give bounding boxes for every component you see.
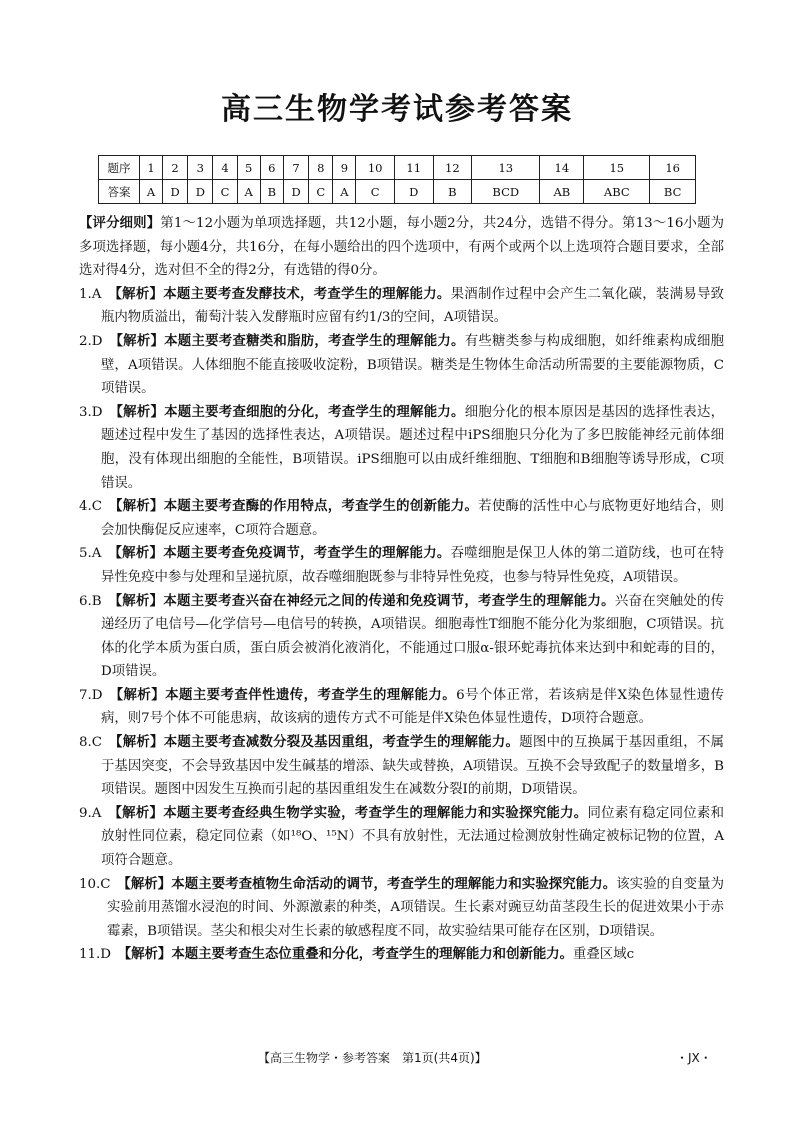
item-number: 6.B — [79, 593, 102, 609]
item-number: 3.D — [79, 404, 103, 420]
item-lead: 本题主要考查发酵技术，考查学生的理解能力。 — [163, 286, 451, 302]
question-answer: ABC — [584, 180, 650, 204]
page-title: 高三生物学考试参考答案 — [221, 92, 573, 127]
explanation-item — [79, 802, 724, 873]
scoring-label: 【评分细则】 — [79, 216, 161, 231]
question-answer: B — [433, 180, 472, 204]
question-answer: D — [162, 180, 187, 204]
analysis-tag: 【解析】 — [108, 593, 164, 609]
item-body: 重叠区域c — [573, 947, 635, 963]
item-number: 5.A — [79, 546, 102, 562]
question-number: 3 — [188, 156, 213, 180]
exam-code: ・JX・ — [676, 1051, 712, 1065]
item-body: 有些糖类参与构成细胞，如纤维素构成细胞壁，A项错误。人体细胞不能直接吸收淀粉，B项错误。糖类是生物体生命活动所需要的主要能源物质，C项错误。 — [101, 333, 725, 397]
item-lead: 本题主要考查酶的作用特点，考查学生的创新能力。 — [163, 499, 479, 515]
item-lead: 本题主要考查伴性遗传，考查学生的理解能力。 — [165, 687, 457, 703]
item-number: 9.A — [79, 805, 102, 821]
item-number: 1.A — [79, 286, 102, 302]
answer-explanations — [79, 283, 724, 967]
item-body: 该实验的自变量为实验前用蒸馏水浸泡的时间、外源激素的种类，A项错误。生长素对豌豆幼苗茎段生长的促进效果小于赤霉素，B项错误。茎尖和根尖对生长素的敏感程度不同，故实验结果可能存在区别，D项错误。 — [107, 876, 725, 939]
question-answer: BCD — [472, 180, 540, 204]
explanation-item — [79, 495, 724, 542]
analysis-tag: 【解析】 — [109, 404, 165, 420]
item-lead: 本题主要考查减数分裂及基因重组，考查学生的理解能力。 — [163, 735, 520, 751]
question-number: 14 — [540, 156, 584, 180]
question-number: 9 — [333, 156, 356, 180]
question-number: 6 — [260, 156, 283, 180]
row-label-number: 题序 — [99, 156, 140, 180]
item-body: 同位素有稳定同位素和放射性同位素，稳定同位素（如¹⁸O、¹⁵N）不具有放射性，无法通过检测放射性确定被标记物的位置，A项符合题意。 — [101, 805, 725, 869]
item-body: 吞噬细胞是保卫人体的第二道防线，也可在特异性免疫中参与处理和呈递抗原，故吞噬细胞既参与非特异性免疫，也参与特异性免疫，A项错误。 — [101, 546, 725, 585]
explanation-item — [79, 873, 724, 944]
analysis-tag: 【解析】 — [109, 687, 166, 703]
question-number: 5 — [237, 156, 260, 180]
item-number: 8.C — [79, 735, 103, 751]
question-answer: C — [309, 180, 333, 204]
item-body: 细胞分化的根本原因是基因的选择性表达，题述过程中发生了基因的选择性表达，A项错误。题述过程中iPS细胞只分化为了多巴胺能神经元前体细胞，没有体现出细胞的全能性，B项错误。iPS细胞可以由成纤维细胞、T细胞和B细胞等诱导形成，C项错误。 — [101, 404, 725, 491]
answer-table-answer-row — [99, 180, 696, 204]
item-body: 若使酶的活性中心与底物更好地结合，则会加快酶促反应速率，C项符合题意。 — [101, 499, 725, 538]
item-lead: 本题主要考查糖类和脂肪，考查学生的理解能力。 — [164, 333, 465, 349]
scoring-rules — [79, 212, 724, 283]
analysis-tag: 【解析】 — [117, 947, 172, 963]
question-number: 4 — [213, 156, 237, 180]
question-answer: C — [356, 180, 395, 204]
item-lead: 本题主要考查植物生命活动的调节，考查学生的理解能力和实验探究能力。 — [171, 876, 617, 892]
explanation-item — [79, 401, 724, 495]
explanation-body — [79, 212, 724, 967]
question-answer: D — [394, 180, 433, 204]
question-answer: C — [213, 180, 237, 204]
question-number: 7 — [283, 156, 308, 180]
item-lead: 本题主要考查免疫调节，考查学生的理解能力。 — [163, 546, 451, 562]
item-number: 7.D — [79, 687, 103, 703]
explanation-item — [79, 684, 724, 731]
item-number: 2.D — [79, 333, 103, 349]
question-number: 8 — [309, 156, 333, 180]
question-number: 13 — [472, 156, 540, 180]
question-number: 1 — [140, 156, 163, 180]
answer-table — [98, 155, 696, 204]
explanation-item — [79, 731, 724, 802]
answer-table-number-row — [99, 156, 696, 180]
analysis-tag: 【解析】 — [108, 546, 164, 562]
item-number: 10.C — [79, 876, 111, 892]
item-body: 果酒制作过程中会产生二氧化碳，装满易导致瓶内物质溢出，葡萄汁装入发酵瓶时应留有约1/3的空间，A项错误。 — [101, 286, 725, 326]
item-body: 6号个体正常，若该病是伴X染色体显性遗传病，则7号个体不可能患病，故该病的遗传方式不可能是伴X染色体显性遗传，D项符合题意。 — [101, 687, 724, 727]
analysis-tag: 【解析】 — [108, 286, 164, 302]
question-answer: A — [333, 180, 356, 204]
explanation-item — [79, 542, 724, 589]
analysis-tag: 【解析】 — [109, 333, 165, 349]
analysis-tag: 【解析】 — [108, 735, 164, 751]
row-label-answer: 答案 — [99, 180, 140, 204]
question-number: 11 — [394, 156, 433, 180]
explanation-item — [79, 590, 724, 684]
explanation-item — [79, 330, 724, 401]
page-footer: 【高三生物学・参考答案 第1页(共4页)】 — [258, 1051, 487, 1065]
item-lead: 本题主要考查兴奋在神经元之间的传递和免疫调节，考查学生的理解能力。 — [163, 593, 615, 609]
question-number: 10 — [356, 156, 395, 180]
scoring-text: 第1～12小题为单项选择题，共12小题，每小题2分，共24分，选错不得分。第13～16小题为多项选择题，每小题4分，共16分，在每小题给出的四个选项中，有两个或两个以上选项符合题目要求，全部选对得4分，选对但不全的得2分，有选错的得0分。 — [79, 216, 725, 279]
explanation-item — [79, 943, 724, 967]
analysis-tag: 【解析】 — [117, 876, 172, 892]
question-answer: D — [188, 180, 213, 204]
item-number: 11.D — [79, 947, 112, 963]
question-answer: B — [260, 180, 283, 204]
question-number: 15 — [584, 156, 650, 180]
item-body: 兴奋在突触处的传递经历了电信号—化学信号—电信号的转换，A项错误。细胞毒性T细胞不能分化为浆细胞，C项错误。抗体的化学本质为蛋白质，蛋白质会被消化液消化，不能通过口服α-银环蛇毒抗体来达到中和蛇毒的目的，D项错误。 — [101, 593, 725, 680]
explanation-item — [79, 283, 724, 330]
item-lead: 本题主要考查生态位重叠和分化，考查学生的理解能力和创新能力。 — [171, 947, 574, 963]
item-number: 4.C — [79, 499, 103, 515]
question-answer: D — [283, 180, 308, 204]
question-number: 2 — [162, 156, 187, 180]
analysis-tag: 【解析】 — [108, 499, 164, 515]
question-answer: BC — [650, 180, 696, 204]
question-answer: A — [140, 180, 163, 204]
item-lead: 本题主要考查细胞的分化，考查学生的理解能力。 — [164, 404, 465, 420]
question-number: 12 — [433, 156, 472, 180]
question-answer: A — [237, 180, 260, 204]
item-body: 题图中的互换属于基因重组，不属于基因突变，不会导致基因中发生碱基的增添、缺失或替换，A项错误。互换不会导致配子的数量增多，B项错误。题图中因发生互换而引起的基因重组发生在减数分裂Ⅰ的前期，D项错误。 — [101, 735, 725, 798]
question-answer: AB — [540, 180, 584, 204]
item-lead: 本题主要考查经典生物学实验，考查学生的理解能力和实验探究能力。 — [163, 805, 588, 821]
question-number: 16 — [650, 156, 696, 180]
analysis-tag: 【解析】 — [108, 805, 164, 821]
